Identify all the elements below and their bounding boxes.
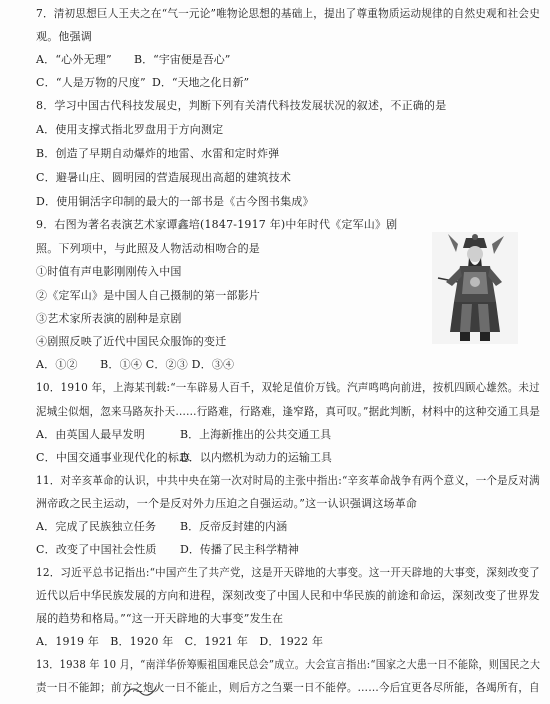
opera-actor-photo: [432, 232, 518, 344]
q12-stem-line3: 展的趋势和格局。”“这一开天辟地的大事变”发生在: [36, 612, 284, 625]
q7-option-a: A．“心外无理”: [36, 53, 112, 66]
q10-option-b: B．上海新推出的公共交通工具: [180, 428, 332, 441]
q13-stem-line1: 13．1938 年 10 月，“南洋华侨筹赈祖国难民总会”成立。大会宣言指出:“国家之大患一日不能除，则国民之大: [36, 658, 541, 671]
q8-option-a: A．使用支撑式指北罗盘用于方向测定: [36, 123, 224, 136]
q11-option-c: C．改变了中国社会性质: [36, 543, 157, 556]
q9-stem-line2: 照。下列项中，与此照及人物活动相吻合的是: [36, 242, 260, 255]
q11-option-a: A．完成了民族独立任务: [36, 520, 157, 533]
q9-choices: A．①② B．①④ C．②③ D．③④: [36, 358, 235, 371]
q12-choices: A．1919 年 B．1920 年 C．1921 年 D．1922 年: [36, 635, 324, 648]
pen-scribble-mark: [120, 682, 160, 700]
q10-option-c: C．中国交通事业现代化的标志: [36, 451, 191, 464]
q8-option-b: B．创造了早期自动爆炸的地雷、水雷和定时炸弹: [36, 147, 280, 160]
q12-stem-line2: 近代以后中华民族发展的方向和进程，深刻改变了中国人民和中华民族的前途和命运，深刻改变了世界发: [36, 589, 540, 602]
q13-stem-line2: 责一日不能卸；前方之炮火一日不能止，则后方之刍粟一日不能停。……今后宜更各尽所能，各竭所有，自: [36, 681, 540, 694]
q11-option-d: D．传播了民主科学精神: [180, 543, 299, 556]
q10-stem-line1: 10．1910 年，上海某刊载:“一车辟易人百千，双轮足值价万钱。汽声鸣鸣向前进，按机四顾心雄然。未过: [36, 381, 540, 394]
q11-stem-line1: 11．对辛亥革命的认识，中共中央在第一次对时局的主张中指出:“辛亥革命战争有两个意义，一个是反对满: [36, 474, 540, 487]
q7-option-d: D．“天地之化日新”: [152, 76, 250, 89]
q7-stem-line2: 观。他强调: [36, 30, 92, 43]
q9-statement-4: ④剧照反映了近代中国民众服饰的变迁: [36, 335, 227, 348]
q7-option-c: C．“人是万物的尺度”: [36, 76, 146, 89]
q10-option-a: A．由英国人最早发明: [36, 428, 145, 441]
q11-stem-line2: 洲帝政之民主运动，一个是反对外力压迫之自强运动。”这一认识强调这场革命: [36, 497, 418, 510]
q7-option-b: B．“宇宙便是吾心”: [134, 53, 231, 66]
q8-stem: 8．学习中国古代科技发展史，判断下列有关清代科技发展状况的叙述，不正确的是: [36, 99, 447, 112]
q8-option-c: C．避暑山庄、圆明园的营造展现出高超的建筑技术: [36, 171, 292, 184]
q9-statement-3: ③艺术家所表演的剧种是京剧: [36, 312, 182, 325]
q8-option-d: D．使用铜活字印制的最大的一部书是《古今图书集成》: [36, 195, 314, 208]
q9-stem-line1: 9．右图为著名表演艺术家谭鑫培(1847-1917 年)中年时代《定军山》剧: [36, 218, 398, 231]
q10-stem-line2: 泥城尘似烟，忽来马路灰扑天……行路难，行路难，逢窄路，真可叹。”据此判断，材料中的这种交通工具是: [36, 405, 541, 418]
q9-statement-1: ①时值有声电影刚刚传入中国: [36, 265, 182, 278]
q11-option-b: B．反帝反封建的内涵: [180, 520, 288, 533]
q9-statement-2: ②《定军山》是中国人自己摄制的第一部影片: [36, 289, 260, 302]
q12-stem-line1: 12．习近平总书记指出:“中国产生了共产党，这是开天辟地的大事变。这一开天辟地的大事变，深刻改变了: [36, 566, 540, 579]
q10-option-d: D．以内燃机为动力的运输工具: [180, 451, 332, 464]
q7-stem-line1: 7．清初思想巨人王夫之在“气一元论”唯物论思想的基础上，提出了尊重物质运动规律的自然史观和社会史: [36, 7, 541, 20]
